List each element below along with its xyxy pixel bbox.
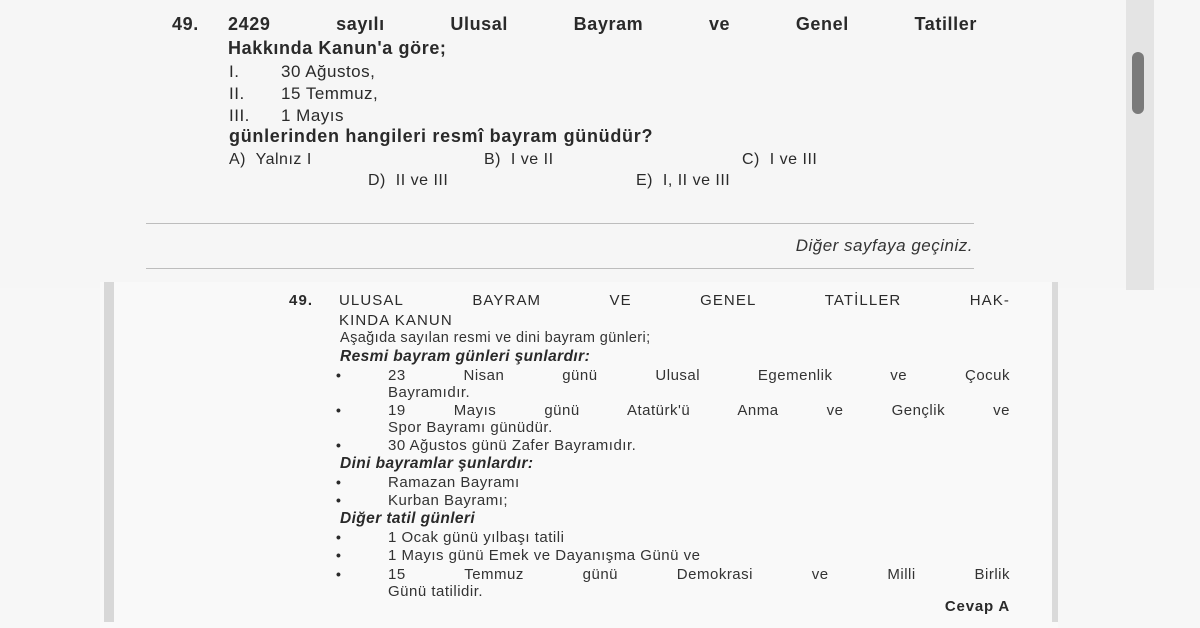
option-label: A): [229, 151, 246, 168]
option-b[interactable]: [484, 151, 554, 169]
title-word: Bayram: [573, 14, 644, 34]
next-page-note: Diğer sayfaya geçiniz.: [795, 236, 973, 255]
answer-title-line2: KINDA KANUN: [339, 312, 453, 329]
item-line-continued: Günü tatilidir.: [388, 583, 484, 600]
option-text: I ve III: [769, 151, 818, 168]
answer-intro: Aşağıda sayılan resmi ve dini bayram günleri;: [340, 330, 651, 346]
bullet-icon: •: [336, 529, 341, 545]
roman-numeral: I.: [229, 62, 240, 81]
other-heading: Diğer tatil günleri: [340, 510, 476, 527]
title-word: Ulusal: [450, 14, 508, 34]
question-title: [172, 12, 977, 60]
item-line: 1 Mayıs günü Emek ve Dayanışma Günü ve: [388, 547, 701, 564]
other-item: [388, 529, 1010, 546]
roman-numeral: II.: [229, 84, 245, 103]
option-e[interactable]: [636, 172, 730, 190]
official-item: [388, 437, 1010, 454]
question-item: [229, 106, 344, 126]
answer-number: 49.: [289, 292, 314, 309]
title-word: ULUSAL: [339, 292, 404, 309]
question-number: 49.: [172, 14, 199, 34]
title-word: 2429: [228, 14, 271, 34]
item-text: 30 Ağustos,: [281, 62, 376, 81]
bullet-icon: •: [336, 402, 341, 418]
scrollbar-track[interactable]: [1126, 0, 1154, 290]
panel-border-right: [1052, 282, 1058, 622]
item-line: 23 Nisan günü Ulusal Egemenlik ve Çocuk: [388, 367, 1010, 384]
option-a[interactable]: [229, 151, 312, 169]
roman-numeral: III.: [229, 106, 250, 125]
bullet-icon: •: [336, 566, 341, 582]
title-word: ve: [708, 14, 731, 34]
bullet-icon: •: [336, 367, 341, 383]
option-label: C): [742, 151, 760, 168]
divider: [146, 268, 974, 269]
official-item: [388, 402, 1010, 436]
option-d[interactable]: [368, 172, 448, 190]
title-word: HAK-: [969, 292, 1010, 309]
religious-item: Kurban Bayramı;: [388, 492, 509, 509]
official-item: [388, 367, 1010, 401]
title-word: Tatiller: [914, 14, 977, 34]
option-text: Yalnız I: [255, 151, 312, 168]
question-prompt: günlerinden hangileri resmî bayram günüdür?: [229, 126, 654, 146]
bullet-icon: •: [336, 492, 341, 508]
divider: [146, 223, 974, 224]
option-label: B): [484, 151, 501, 168]
title-word: VE: [609, 292, 632, 309]
option-label: E): [636, 172, 653, 189]
panel-border-left: [104, 282, 114, 622]
item-line: 19 Mayıs günü Atatürk'ü Anma ve Gençlik ve: [388, 402, 1010, 419]
title-word: TATİLLER: [824, 292, 902, 309]
scrollbar-thumb[interactable]: [1132, 52, 1144, 114]
bullet-icon: •: [336, 437, 341, 453]
other-item: [388, 547, 988, 564]
option-text: I, II ve III: [662, 172, 731, 189]
item-line: 30 Ağustos günü Zafer Bayramıdır.: [388, 437, 637, 454]
item-line: 15 Temmuz günü Demokrasi ve Milli Birlik: [388, 566, 1010, 583]
item-text: 15 Temmuz,: [281, 84, 379, 103]
item-line-continued: Bayramıdır.: [388, 384, 471, 401]
official-heading: Resmi bayram günleri şunlardır:: [340, 348, 591, 365]
item-line: 1 Ocak günü yılbaşı tatili: [388, 529, 565, 546]
question-title-line2: Hakkında Kanun'a göre;: [228, 38, 447, 58]
question-item: [229, 84, 378, 104]
other-item: [388, 566, 1010, 600]
bullet-icon: •: [336, 474, 341, 490]
title-word: sayılı: [336, 14, 385, 34]
option-c[interactable]: [742, 151, 817, 169]
religious-heading: Dini bayramlar şunlardır:: [340, 455, 534, 472]
bullet-icon: •: [336, 547, 341, 563]
title-word: BAYRAM: [472, 292, 542, 309]
answer-result: Cevap A: [944, 598, 1010, 615]
question-item: [229, 62, 375, 82]
option-label: D): [368, 172, 386, 189]
title-word: Genel: [795, 14, 849, 34]
title-word: GENEL: [700, 292, 757, 309]
item-text: 1 Mayıs: [281, 106, 345, 125]
answer-title: [289, 291, 1010, 331]
item-line-continued: Spor Bayramı günüdür.: [388, 419, 553, 436]
option-text: I ve II: [510, 151, 554, 168]
option-text: II ve III: [395, 172, 449, 189]
religious-item: Ramazan Bayramı: [388, 474, 520, 491]
